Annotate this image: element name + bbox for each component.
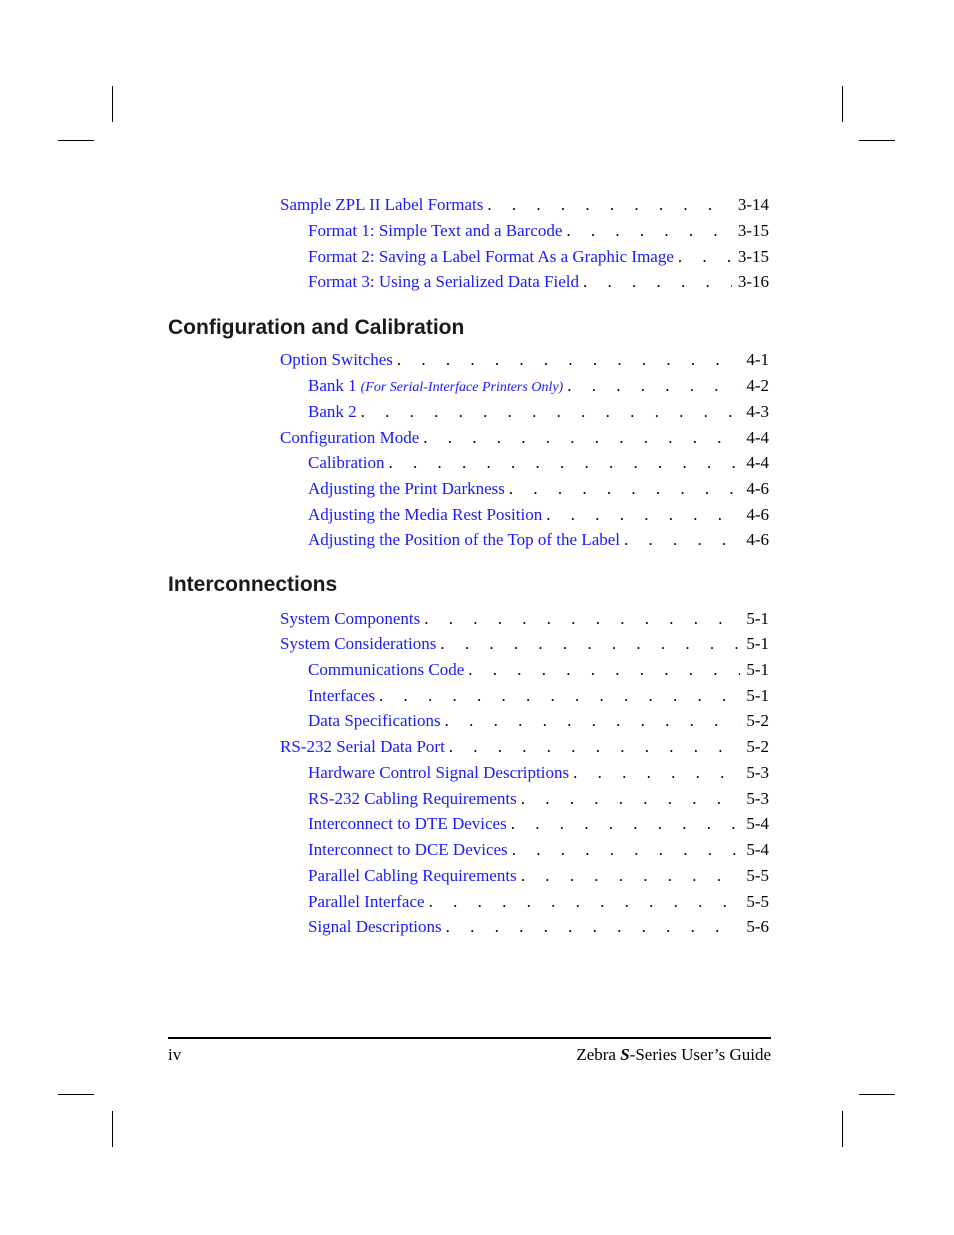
footer-page-number: iv [168,1045,182,1064]
toc-entry[interactable] [280,737,769,757]
toc-entry-title[interactable] [308,376,563,398]
toc-entry-page: 4-6 [746,530,769,549]
toc-entry-title[interactable]: Format 3: Using a Serialized Data Field [308,272,579,291]
toc-entry-page: 4-6 [746,479,769,498]
toc-entry-note: (For Serial-Interface Printers Only) [360,380,564,395]
crop-mark-bottom-left-vertical [112,1111,113,1147]
dot-leader [423,428,740,448]
toc-entry-title[interactable]: System Considerations [280,634,437,653]
toc-entry-title[interactable]: System Components [280,609,421,628]
toc-entry-page: 5-3 [746,763,769,782]
toc-entry-title[interactable]: Format 2: Saving a Label Format As a Graphic Image [308,247,674,266]
dot-leader [512,840,741,860]
dot-leader [521,866,741,886]
toc-entry[interactable] [308,453,769,473]
toc-entry[interactable] [308,247,769,267]
toc-entry-page: 5-5 [746,892,769,911]
toc-entry-page: 3-16 [737,272,769,291]
toc-entry[interactable] [308,660,769,680]
toc-entry-page: 5-4 [746,814,769,833]
toc-entry-title[interactable]: Interconnect to DCE Devices [308,840,508,859]
toc-entry[interactable] [308,221,769,241]
toc-entry[interactable] [308,866,769,886]
toc-entry-title[interactable]: Format 1: Simple Text and a Barcode [308,221,563,240]
toc-entry-title[interactable]: Bank 2 [308,402,357,421]
dot-leader [511,814,741,834]
toc-entry-title[interactable]: Interfaces [308,686,376,705]
toc-entry-title[interactable]: Communications Code [308,660,465,679]
toc-entry-page: 3-15 [737,247,769,266]
crop-mark-top-right-vertical [842,86,843,122]
toc-entry-title[interactable]: Parallel Interface [308,892,425,911]
toc-entry-page: 4-4 [746,428,769,447]
toc-entry[interactable] [308,686,769,706]
toc-entry-page: 5-5 [746,866,769,885]
toc-entry[interactable] [308,892,769,912]
dot-leader [487,195,732,215]
toc-entry[interactable] [308,840,769,860]
toc-entry-title[interactable]: Interconnect to DTE Devices [308,814,507,833]
toc-entry-page: 3-14 [737,195,769,214]
footer-guide-prefix: Zebra [576,1045,621,1064]
dot-leader [546,505,740,525]
toc-entry-title[interactable]: Parallel Cabling Requirements [308,866,517,885]
toc-entry-title[interactable]: RS-232 Serial Data Port [280,737,445,756]
dot-leader [624,530,740,550]
toc-entry-page: 5-1 [746,686,769,705]
toc-entry[interactable] [280,609,769,629]
toc-entry-title[interactable]: Calibration [308,453,385,472]
toc-entry-title[interactable]: Configuration Mode [280,428,420,447]
footer-guide-title [576,1045,771,1065]
toc-entry-title[interactable]: Signal Descriptions [308,917,442,936]
toc-entry[interactable] [280,634,769,654]
dot-leader [468,660,740,680]
toc-entry[interactable] [308,479,769,499]
toc-entry[interactable] [308,402,769,422]
dot-leader [424,609,740,629]
crop-mark-bottom-left-horizontal [58,1094,94,1095]
crop-mark-top-right-horizontal [859,140,895,141]
crop-mark-top-left-vertical [112,86,113,122]
toc-entry[interactable] [280,195,769,215]
section-heading-interconnections: Interconnections [168,573,338,596]
dot-leader [388,453,740,473]
toc-entry-title[interactable]: Adjusting the Print Darkness [308,479,505,498]
toc-entry-page: 4-6 [746,505,769,524]
toc-entry[interactable] [308,376,769,396]
toc-entry[interactable] [280,428,769,448]
toc-entry[interactable] [308,505,769,525]
toc-entry-page: 5-2 [746,737,769,756]
toc-entry-page: 5-1 [746,609,769,628]
toc-entry-title[interactable]: RS-232 Cabling Requirements [308,789,517,808]
crop-mark-top-left-horizontal [58,140,94,141]
dot-leader [567,376,740,396]
toc-entry-title[interactable]: Sample ZPL II Label Formats [280,195,484,214]
toc-entry-page: 4-1 [746,350,769,369]
toc-entry-title-text[interactable]: Bank 1 [308,376,357,395]
toc-entry-page: 5-6 [746,917,769,936]
crop-mark-bottom-right-vertical [842,1111,843,1147]
dot-leader [566,221,731,241]
dot-leader [397,350,740,370]
toc-entry-title[interactable]: Data Specifications [308,711,441,730]
dot-leader [678,247,732,267]
toc-entry-title[interactable]: Adjusting the Media Rest Position [308,505,543,524]
dot-leader [573,763,740,783]
toc-entry-page: 5-1 [746,634,769,653]
toc-entry[interactable] [308,530,769,550]
dot-leader [440,634,740,654]
toc-entry-title[interactable]: Option Switches [280,350,393,369]
footer-guide-series: S [620,1045,630,1064]
toc-entry[interactable] [308,763,769,783]
toc-entry[interactable] [308,814,769,834]
toc-entry-page: 4-2 [746,376,769,395]
toc-entry-title[interactable]: Hardware Control Signal Descriptions [308,763,570,782]
toc-entry[interactable] [308,711,769,731]
toc-entry-page: 4-3 [746,402,769,421]
dot-leader [361,402,741,422]
toc-entry-title[interactable]: Adjusting the Position of the Top of the Label [308,530,621,549]
dot-leader [429,892,741,912]
toc-entry[interactable] [308,272,769,292]
dot-leader [509,479,740,499]
dot-leader [583,272,732,292]
toc-entry-page: 5-2 [746,711,769,730]
toc-entry[interactable] [308,789,769,809]
footer-guide-suffix: -Series User’s Guide [629,1045,771,1064]
dot-leader [379,686,740,706]
toc-entry[interactable] [280,350,769,370]
toc-entry-page: 3-15 [737,221,769,240]
toc-entry-page: 5-3 [746,789,769,808]
dot-leader [521,789,741,809]
dot-leader [445,711,741,731]
crop-mark-bottom-right-horizontal [859,1094,895,1095]
toc-entry-page: 5-4 [746,840,769,859]
toc-entry-page: 5-1 [746,660,769,679]
dot-leader [449,737,741,757]
section-heading-configuration: Configuration and Calibration [168,316,465,339]
dot-leader [446,917,741,937]
footer-rule [168,1037,771,1039]
toc-entry-page: 4-4 [746,453,769,472]
toc-entry[interactable] [308,917,769,937]
